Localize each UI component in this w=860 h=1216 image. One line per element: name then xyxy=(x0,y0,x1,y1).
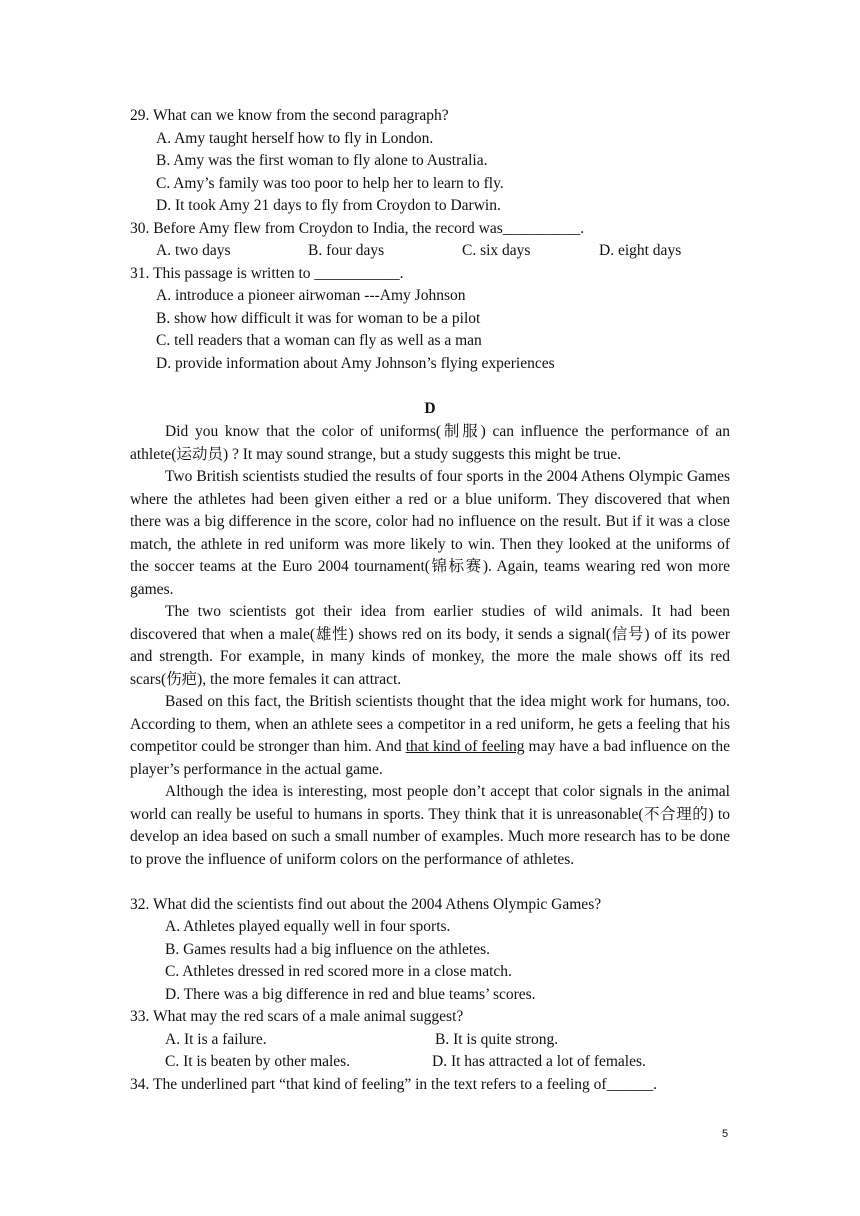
passage-paragraph-1: Did you know that the color of uniforms(制服) can influence the performance of an athlete(运动员) ? It may sound strange, but a study suggests this might be true. xyxy=(130,423,730,463)
question-32-option-a: A. Athletes played equally well in four sports. xyxy=(165,918,451,935)
question-30-option-a: A. two days xyxy=(156,242,231,259)
question-31-stem: 31. This passage is written to ___________. xyxy=(130,265,404,282)
passage-paragraph-4 xyxy=(130,691,730,781)
passage-paragraph-5: Although the idea is interesting, most people don’t accept that color signals in the animal world can really be useful to humans in sports. They think that it is unreasonable(不合理的) to develop an idea based on such a small number of examples. Much more research has to be done to prove the influence of uniform colors on the performance of athletes. xyxy=(130,783,730,868)
question-32-option-c: C. Athletes dressed in red scored more in a close match. xyxy=(165,963,512,980)
page-number: 5 xyxy=(722,1128,729,1140)
question-31-option-a: A. introduce a pioneer airwoman ---Amy Johnson xyxy=(156,287,466,304)
question-29-stem: 29. What can we know from the second paragraph? xyxy=(130,107,449,124)
question-32-option-d: D. There was a big difference in red and blue teams’ scores. xyxy=(165,986,536,1003)
paragraph-4-text-end: may have a bad influence on the player’s performance in the actual game. xyxy=(130,738,731,778)
question-31-option-b: B. show how difficult it was for woman to be a pilot xyxy=(156,310,481,327)
question-33-option-a: A. It is a failure. xyxy=(165,1031,267,1048)
paragraph-4-text-start: Based on this fact, the British scientists thought that the idea might work for humans, too. According to them, when an athlete sees a competitor in a red uniform, he gets a feeling that his competitor could be stronger than him. And xyxy=(130,693,730,756)
question-33-stem: 33. What may the red scars of a male animal suggest? xyxy=(130,1008,464,1025)
underlined-phrase: that kind of feeling xyxy=(405,738,525,756)
question-31-option-d: D. provide information about Amy Johnson’s flying experiences xyxy=(156,355,555,372)
question-30-option-d: D. eight days xyxy=(599,242,682,259)
question-32-option-b: B. Games results had a big influence on the athletes. xyxy=(165,941,490,958)
question-33-option-d: D. It has attracted a lot of females. xyxy=(432,1053,646,1070)
question-32-stem: 32. What did the scientists find out about the 2004 Athens Olympic Games? xyxy=(130,896,602,913)
question-29-option-a: A. Amy taught herself how to fly in London. xyxy=(156,130,434,147)
question-29-option-c: C. Amy’s family was too poor to help her to learn to fly. xyxy=(156,175,504,192)
passage-paragraph-2: Two British scientists studied the results of four sports in the 2004 Athens Olympic Games where the athletes had been given either a red or a blue uniform. They discovered that when there was a big difference in the score, color had no influence on the result. But if it was a close match, the athlete in red uniform was more likely to win. Then they looked at the uniforms of the soccer teams at the Euro 2004 tournament(锦标赛). Again, teams wearing red won more games. xyxy=(130,468,730,598)
question-33-option-b: B. It is quite strong. xyxy=(435,1031,559,1048)
question-30-option-c: C. six days xyxy=(462,242,531,259)
question-30-stem: 30. Before Amy flew from Croydon to India, the record was__________. xyxy=(130,220,585,237)
question-34-stem: 34. The underlined part “that kind of feeling” in the text refers to a feeling of______. xyxy=(130,1076,657,1093)
question-29-option-b: B. Amy was the first woman to fly alone to Australia. xyxy=(156,152,488,169)
question-31-option-c: C. tell readers that a woman can fly as well as a man xyxy=(156,332,482,349)
question-30-option-b: B. four days xyxy=(308,242,385,259)
passage-paragraph-3: The two scientists got their idea from earlier studies of wild animals. It had been discovered that when a male(雄性) shows red on its body, it sends a signal(信号) of its power and strength. For example, in many kinds of monkey, the more the male shows off its red scars(伤疤), the more females it can attract. xyxy=(130,603,730,688)
question-33-option-c: C. It is beaten by other males. xyxy=(165,1053,351,1070)
section-heading: D xyxy=(424,400,436,417)
question-29-option-d: D. It took Amy 21 days to fly from Croydon to Darwin. xyxy=(156,197,501,214)
